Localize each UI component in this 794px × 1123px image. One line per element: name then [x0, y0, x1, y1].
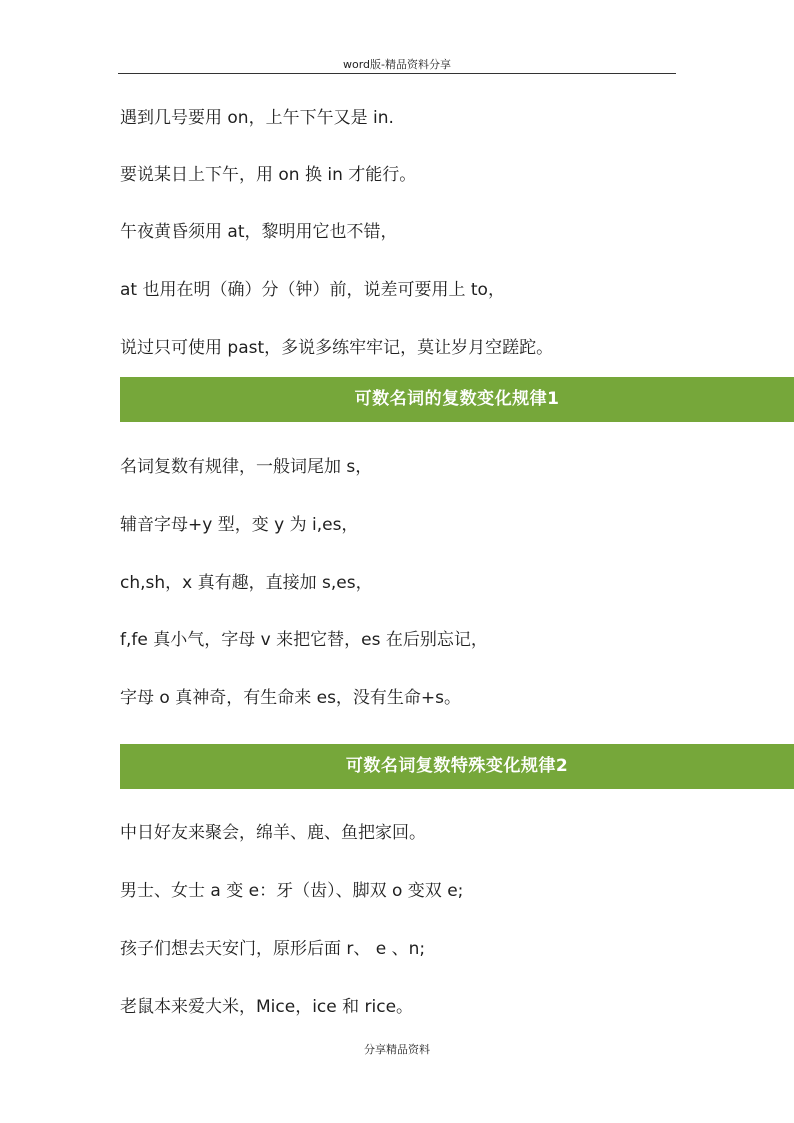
rhyme-line: 说过只可使用 past，多说多练牢牢记，莫让岁月空蹉跎。	[120, 338, 554, 358]
rhyme-line: 名词复数有规律，一般词尾加 s，	[120, 457, 373, 477]
rhyme-line: f,fe 真小气，字母 v 来把它替，es 在后别忘记，	[120, 630, 488, 650]
rhyme-line: 午夜黄昏须用 at，黎明用它也不错，	[120, 222, 398, 242]
rhyme-line: 老鼠本来爱大米，Mice，ice 和 rice。	[120, 997, 414, 1017]
rhyme-line: 男士、女士 a 变 e：牙（齿）、脚双 o 变双 e;	[120, 881, 464, 901]
rhyme-line: 辅音字母+y 型，变 y 为 i,es，	[120, 515, 359, 535]
page-header: word版-精品资料分享	[342, 58, 451, 71]
rhyme-line: 孩子们想去天安门，原形后面 r、 e 、n;	[120, 939, 426, 959]
rhyme-line: 字母 o 真神奇，有生命来 es，没有生命+s。	[120, 688, 462, 708]
rhyme-line: ch,sh，x 真有趣，直接加 s,es，	[120, 573, 373, 593]
section-1-title: 可数名词的复数变化规律1	[120, 377, 794, 422]
page-footer: 分享精品资料	[364, 1043, 430, 1056]
rhyme-line: 遇到几号要用 on，上午下午又是 in.	[120, 108, 394, 128]
rhyme-line: at 也用在明（确）分（钟）前，说差可要用上 to，	[120, 280, 505, 300]
rhyme-line: 中日好友来聚会，绵羊、鹿、鱼把家回。	[120, 823, 426, 843]
rhyme-line: 要说某日上下午，用 on 换 in 才能行。	[120, 165, 417, 185]
section-2-title: 可数名词复数特殊变化规律2	[120, 744, 794, 789]
header-divider	[118, 73, 676, 74]
